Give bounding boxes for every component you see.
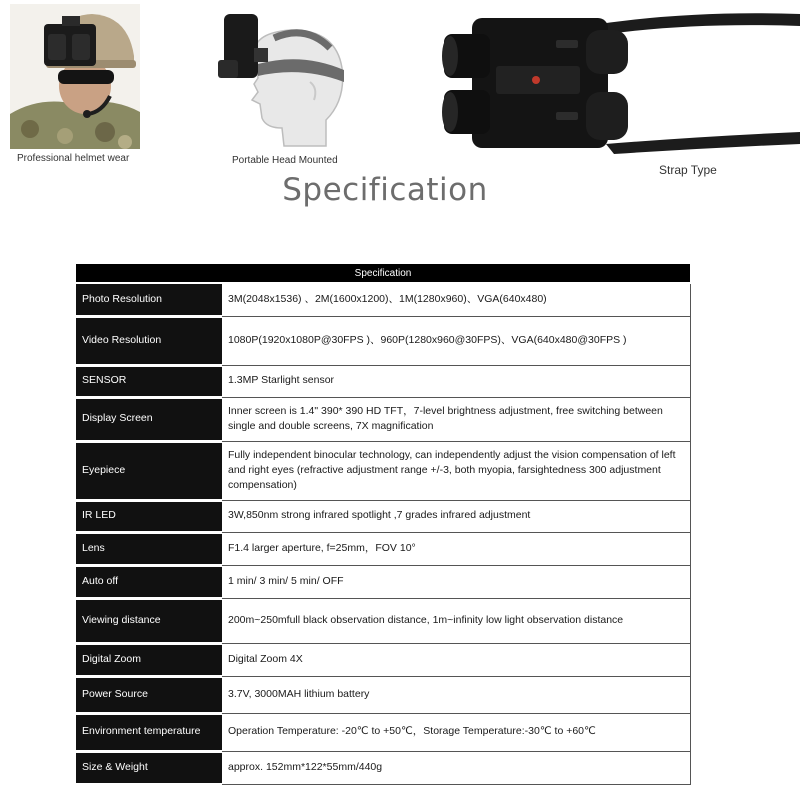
spec-value: Inner screen is 1.4" 390* 390 HD TFT，7-level brightness adjustment, free switching between single and double screens, 7X magnification xyxy=(222,397,690,441)
spec-key: Power Source xyxy=(76,676,222,713)
spec-key: Eyepiece xyxy=(76,441,222,500)
spec-value: Operation Temperature: -20℃ to +50℃，Storage Temperature:-30℃ to +60℃ xyxy=(222,713,690,751)
spec-value: 3.7V, 3000MAH lithium battery xyxy=(222,676,690,713)
table-row xyxy=(76,643,690,676)
table-row xyxy=(76,751,690,784)
spec-key: IR LED xyxy=(76,500,222,532)
table-row xyxy=(76,532,690,565)
table-header: Specification xyxy=(76,264,690,283)
spec-key: Lens xyxy=(76,532,222,565)
spec-key: Environment temperature xyxy=(76,713,222,751)
spec-key: Auto off xyxy=(76,565,222,598)
spec-key: Size & Weight xyxy=(76,751,222,784)
spec-value: 1 min/ 3 min/ 5 min/ OFF xyxy=(222,565,690,598)
table-row xyxy=(76,441,690,500)
table-row xyxy=(76,713,690,751)
table-row xyxy=(76,316,690,365)
photo-caption: Professional helmet wear xyxy=(17,153,130,164)
spec-key: Photo Resolution xyxy=(76,283,222,316)
photo-caption: Strap Type xyxy=(659,163,717,177)
table-row xyxy=(76,283,690,316)
spec-key: Display Screen xyxy=(76,397,222,441)
table-row xyxy=(76,500,690,532)
spec-key: Digital Zoom xyxy=(76,643,222,676)
table-header-row xyxy=(76,264,690,283)
spec-value: 1080P(1920x1080P@30FPS )、960P(1280x960@30FPS)、VGA(640x480@30FPS ) xyxy=(222,316,690,365)
spec-table xyxy=(76,264,691,786)
table-row xyxy=(76,565,690,598)
spec-value: 200m~250mfull black observation distance, 1m~infinity low light observation distance xyxy=(222,598,690,643)
page-title: Specification xyxy=(282,172,488,208)
spec-key: SENSOR xyxy=(76,365,222,397)
spec-key: Video Resolution xyxy=(76,316,222,365)
spec-value: F1.4 larger aperture, f=25mm，FOV 10° xyxy=(222,532,690,565)
binocular-strap-photo xyxy=(436,4,800,164)
table-row xyxy=(76,676,690,713)
table-row xyxy=(76,598,690,643)
head-mounted-photo xyxy=(214,8,354,148)
photo-caption: Portable Head Mounted xyxy=(232,155,338,166)
helmet-soldier-photo xyxy=(10,4,140,149)
spec-value: approx. 152mm*122*55mm/440g xyxy=(222,751,690,784)
product-photos xyxy=(0,0,800,190)
spec-value: 1.3MP Starlight sensor xyxy=(222,365,690,397)
spec-value: 3W,850nm strong infrared spotlight ,7 grades infrared adjustment xyxy=(222,500,690,532)
spec-value: Digital Zoom 4X xyxy=(222,643,690,676)
spec-value: Fully independent binocular technology, can independently adjust the vision compensation of left and right eyes (refractive adjustment range +/-3, both myopia, farsightedness 300 adjustment compensation) xyxy=(222,441,690,500)
table-row xyxy=(76,397,690,441)
spec-key: Viewing distance xyxy=(76,598,222,643)
spec-value: 3M(2048x1536) 、2M(1600x1200)、1M(1280x960)、VGA(640x480) xyxy=(222,283,690,316)
table-row xyxy=(76,365,690,397)
